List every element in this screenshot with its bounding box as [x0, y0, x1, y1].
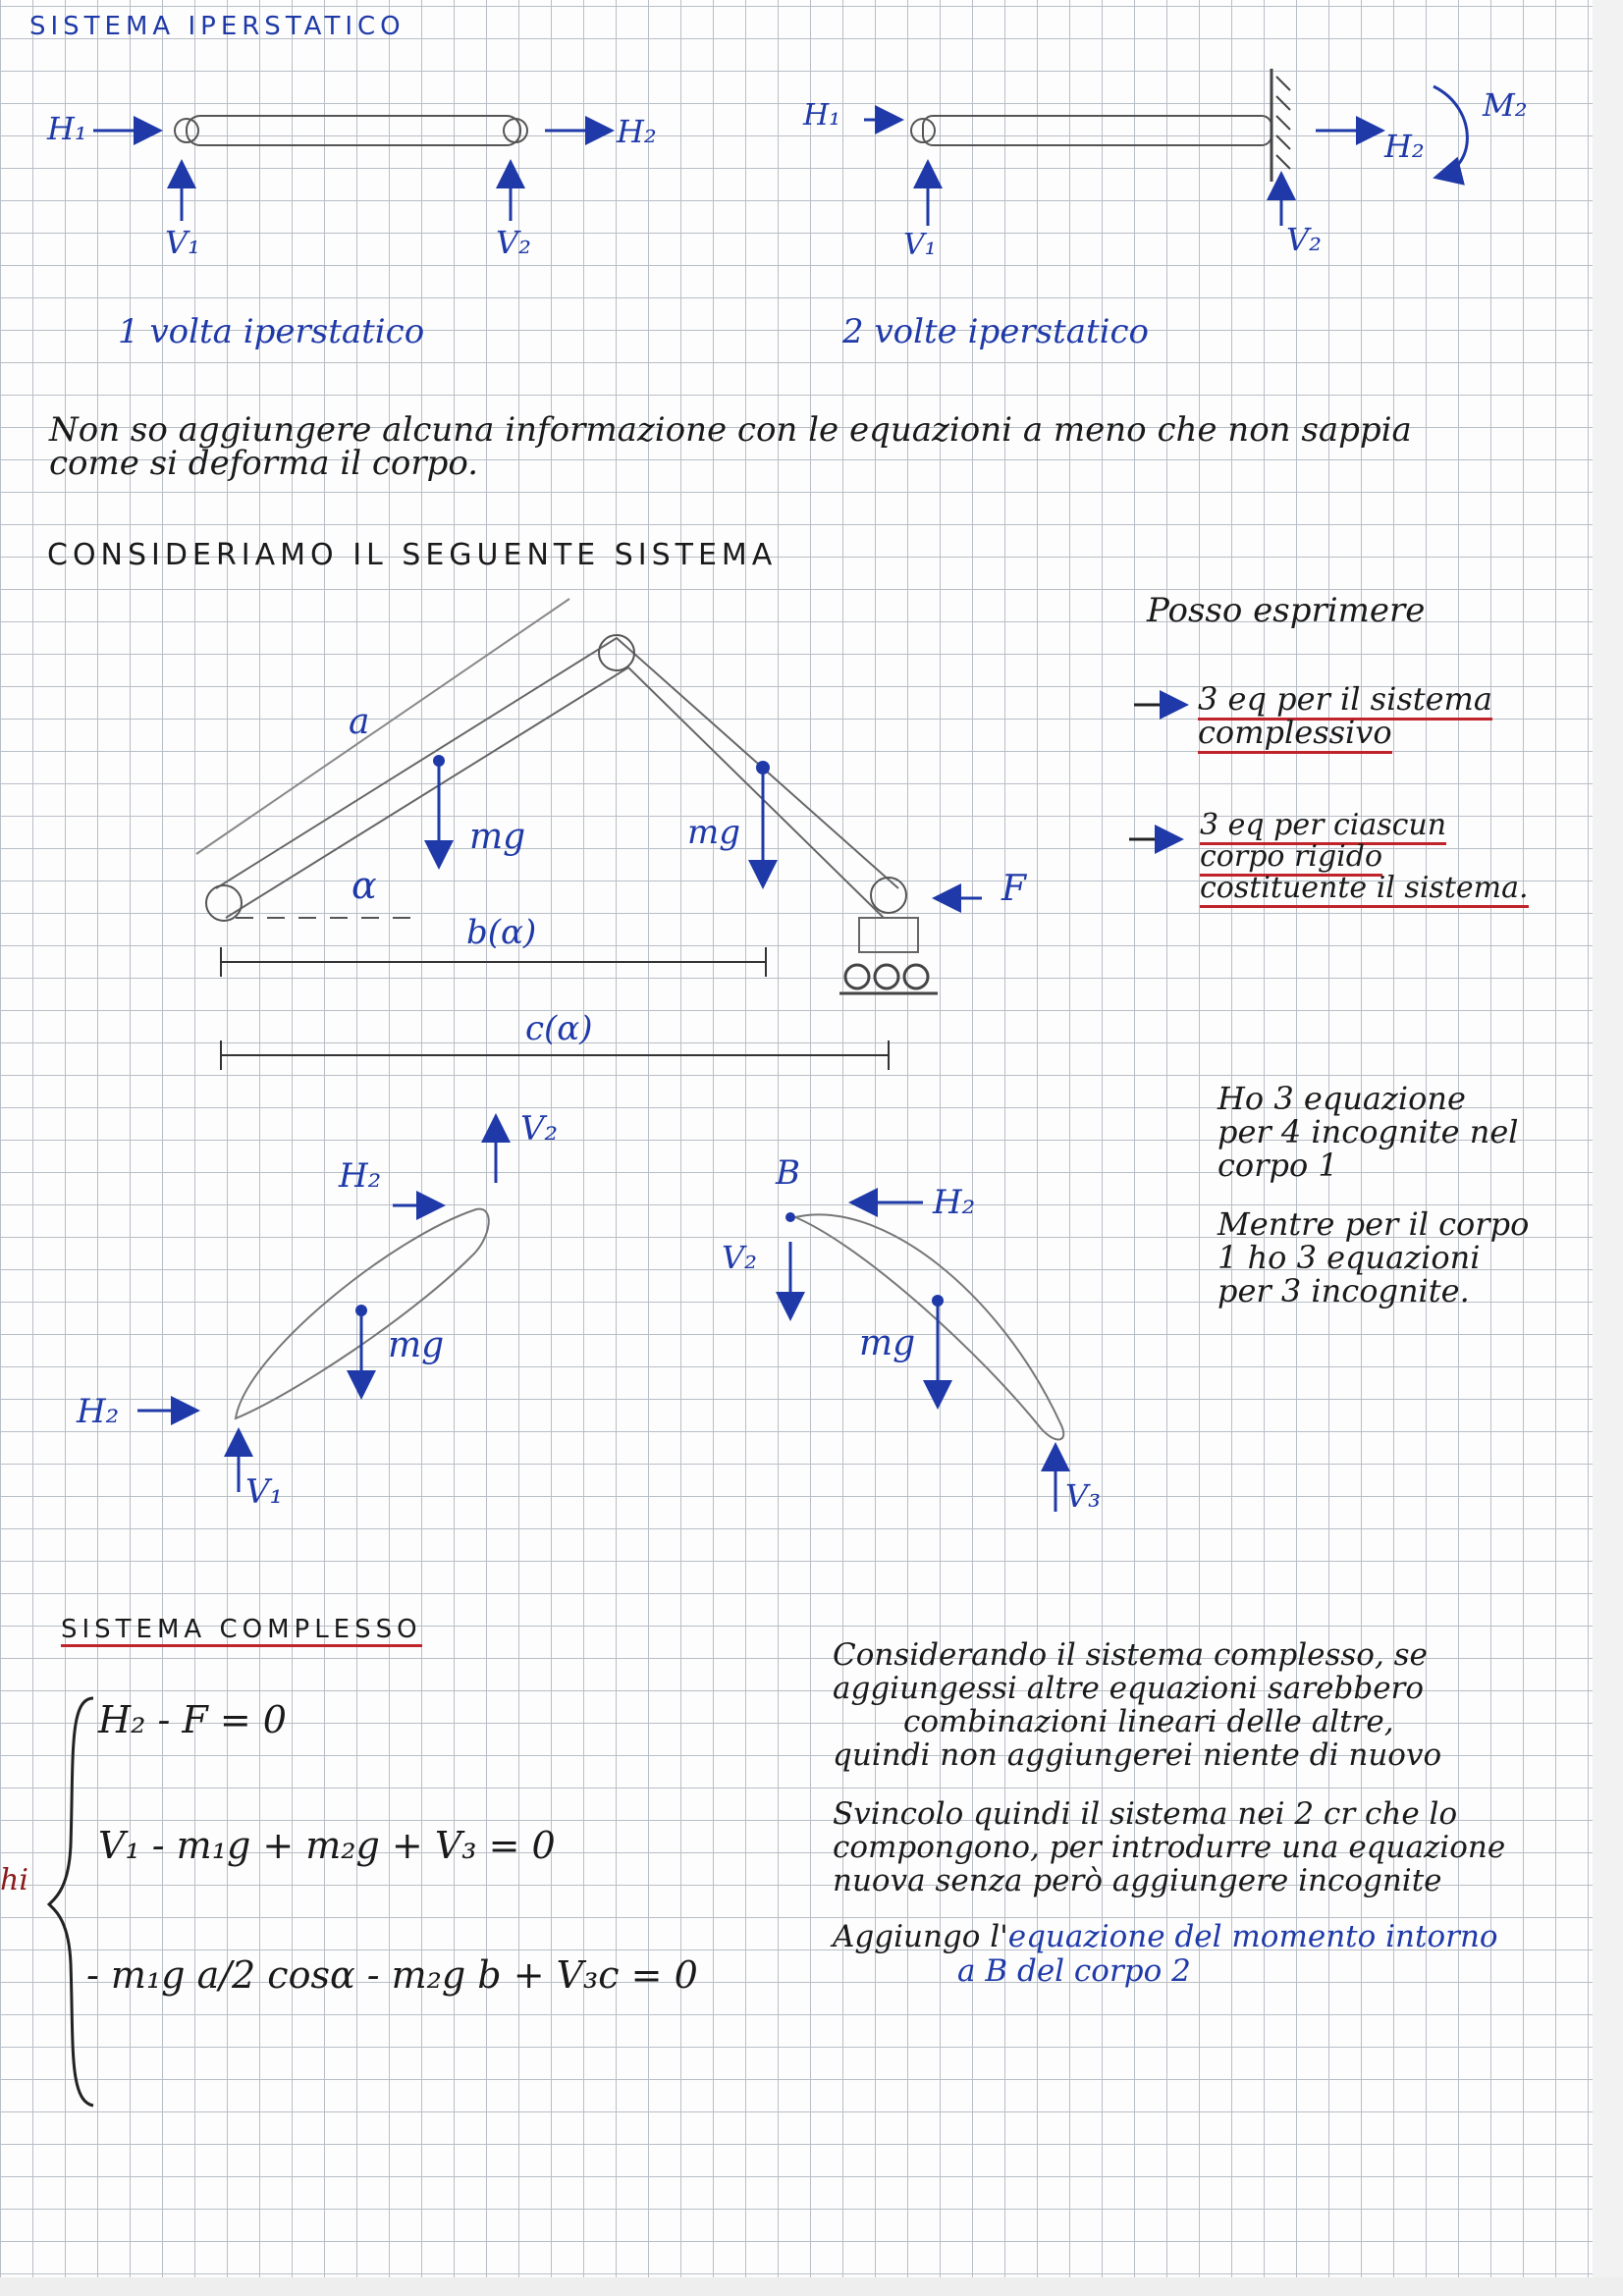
para1-line-2: aggiungessi altre equazioni sarebbero — [833, 1671, 1425, 1706]
side-note-a1: Ho 3 equazione — [1217, 1080, 1466, 1117]
side-note-b1: Mentre per il corpo — [1217, 1205, 1530, 1243]
para3-line-1 — [833, 1919, 1498, 1954]
para1-line-4: quindi non aggiungerei niente di nuovo — [833, 1737, 1442, 1773]
label-v2-right: V₂ — [1286, 221, 1322, 258]
label-h1-left: H₁ — [47, 110, 87, 147]
label-m2: M₂ — [1483, 86, 1528, 124]
fbd1-label-v2: V₂ — [520, 1109, 559, 1148]
label-h2-right: H₂ — [1384, 128, 1425, 165]
equation-1: H₂ - F = 0 — [98, 1698, 287, 1741]
para2-line-2: compongono, per introdurre una equazione — [833, 1830, 1506, 1865]
note-line-2: come si deforma il corpo. — [49, 444, 479, 483]
caption-2-iperstatico: 2 volte iperstatico — [842, 312, 1150, 351]
fbd-body-2 — [785, 1202, 1063, 1512]
side-bullet-2 — [1200, 810, 1539, 904]
margin-mark: hi — [0, 1863, 28, 1897]
side-note-a2: per 4 incognite nel — [1217, 1113, 1519, 1150]
label-b-alpha: b(α) — [466, 913, 537, 952]
side-bullet-1-text: 3 eq per il sistema complessivo — [1198, 680, 1492, 754]
fbd1-label-h2-top: H₂ — [339, 1156, 382, 1196]
side-bullet-2-text: 3 eq per ciascun corpo rigido costituente il sistema. — [1200, 808, 1529, 908]
section-heading-system: CONSIDERIAMO IL SEGUENTE SISTEMA — [47, 538, 778, 572]
label-mg-left: mg — [469, 817, 526, 857]
caption-1-iperstatico: 1 volta iperstatico — [118, 312, 425, 351]
label-v1-right: V₁ — [903, 228, 937, 262]
label-F: F — [1001, 869, 1026, 909]
fbd2-label-h2: H₂ — [933, 1183, 976, 1222]
side-note-b3: per 3 incognite. — [1217, 1272, 1470, 1309]
label-v2-left: V₂ — [496, 224, 531, 261]
fbd-body-1 — [137, 1119, 496, 1492]
label-c-alpha: c(α) — [525, 1009, 593, 1048]
side-note-a3: corpo 1 — [1217, 1147, 1338, 1184]
fbd1-label-v1: V₁ — [245, 1472, 284, 1512]
side-note-b2: 1 ho 3 equazioni — [1217, 1239, 1481, 1276]
system-brace — [49, 1698, 93, 2106]
label-mg-right: mg — [687, 813, 741, 852]
para2-line-1: Svincolo quindi il sistema nei 2 cr che lo — [833, 1796, 1458, 1832]
beam-diagram-2 — [864, 69, 1467, 226]
main-structure — [196, 599, 982, 1070]
fbd1-label-h2-left: H₂ — [77, 1392, 120, 1431]
label-a: a — [349, 702, 370, 742]
label-h1-right: H₁ — [803, 98, 841, 133]
equation-3: - m₁g a/2 cosα - m₂g b + V₃c = 0 — [86, 1953, 698, 1997]
label-alpha: α — [352, 864, 377, 907]
para2-line-3: nuova senza però aggiungere incognite — [833, 1863, 1442, 1898]
side-bullet-1 — [1198, 682, 1561, 749]
para1-line-3: combinazioni lineari delle altre, — [903, 1704, 1394, 1739]
fbd1-label-mg: mg — [388, 1325, 445, 1365]
fbd2-label-b: B — [776, 1153, 800, 1193]
section-heading-complex: SISTEMA COMPLESSO — [61, 1615, 422, 1647]
page-title: SISTEMA IPERSTATICO — [29, 12, 406, 41]
para1-line-1: Considerando il sistema complesso, se — [833, 1637, 1428, 1673]
side-intro: Posso esprimere — [1147, 591, 1426, 630]
para3-prefix: Aggiungo l' — [833, 1919, 1008, 1954]
para3-blue-text: equazione del momento intorno — [1007, 1919, 1498, 1954]
fbd2-label-mg: mg — [859, 1323, 916, 1363]
note-line-1: Non so aggiungere alcuna informazione con le equazioni a meno che non sappia — [49, 410, 1412, 450]
para3-line-2: a B del corpo 2 — [957, 1953, 1191, 1989]
beam-diagram-1 — [93, 116, 609, 221]
fbd2-label-v3: V₃ — [1065, 1477, 1101, 1515]
label-v1-left: V₁ — [165, 224, 200, 261]
fbd2-label-v2: V₂ — [722, 1239, 757, 1276]
label-h2-left: H₂ — [617, 113, 657, 150]
equation-2: V₁ - m₁g + m₂g + V₃ = 0 — [98, 1824, 556, 1867]
